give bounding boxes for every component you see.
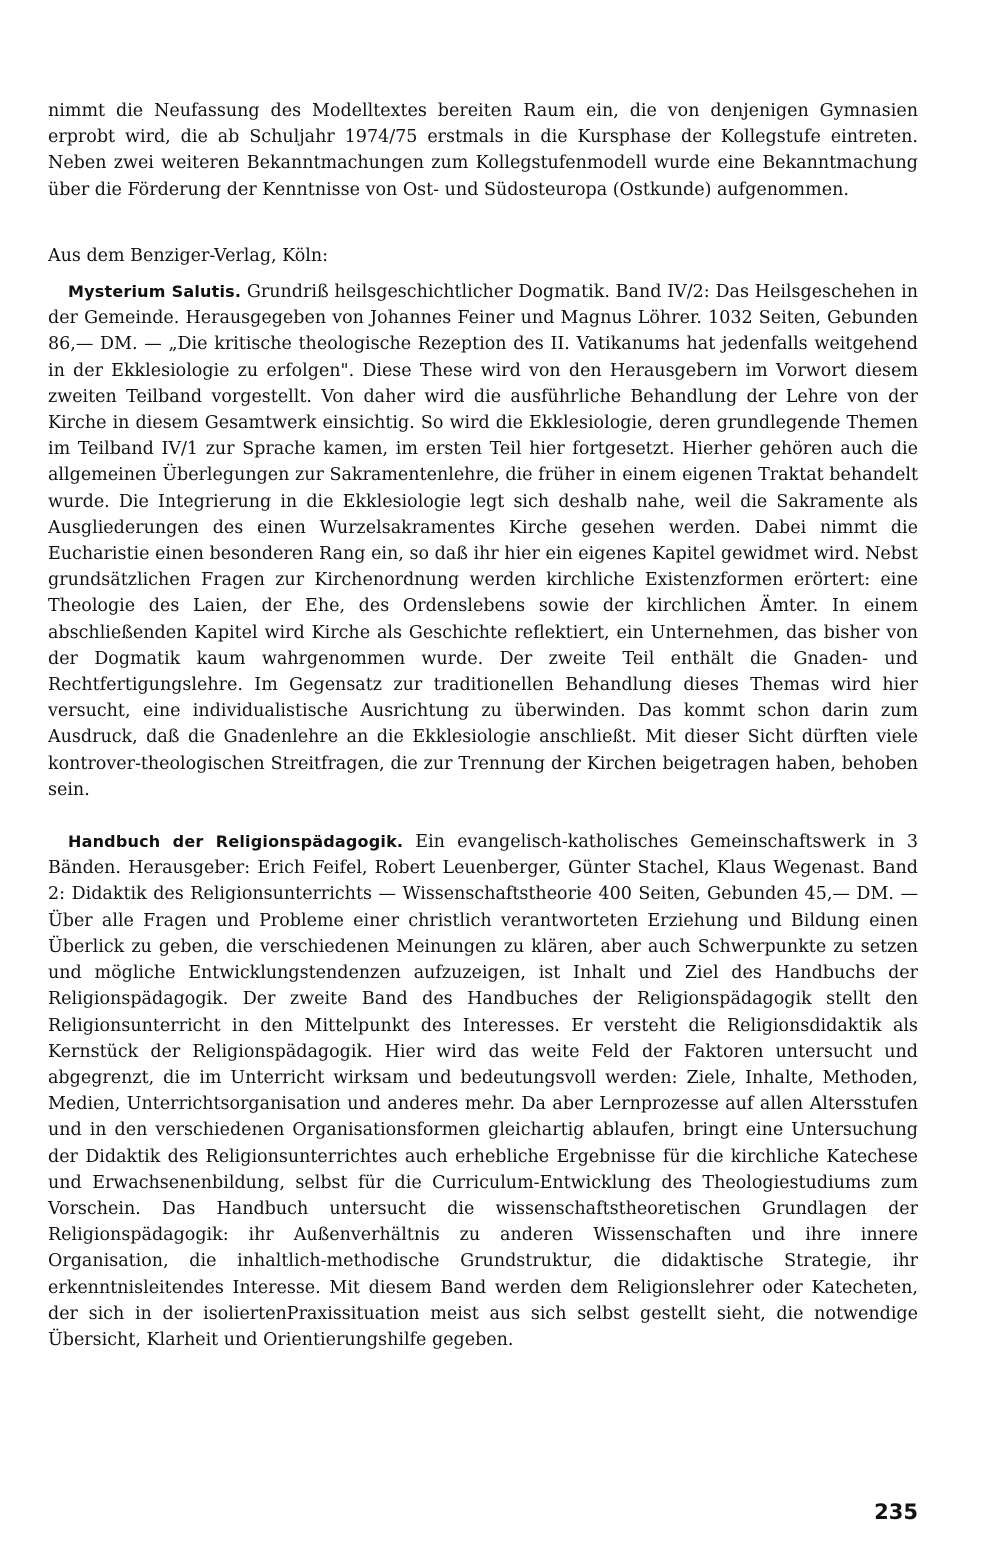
entry-handbuch-religionspaedagogik bbox=[48, 829, 918, 1353]
page-number: 235 bbox=[874, 1500, 918, 1524]
entry-title: Mysterium Salutis. bbox=[68, 282, 242, 302]
entry-body: Ein evangelisch-katholisches Gemeinschaftswerk in 3 Bänden. Herausgeber: Erich Feifel, Robert Leuenberger, Günter Stachel, Klaus Wegenast. Band 2: Didaktik des Religionsunterrichts — Wissenschaftstheorie 400 Seiten, Gebunden 45,— DM. — Über alle Fragen und Probleme einer christlich verantworteten Erziehung und Bildung einen Überlick zu geben, die verschiedenen Meinungen zu klären, aber auch Schwerpunkte zu setzen und mögliche Entwicklungstendenzen aufzuzeigen, ist Inhalt und Ziel des Handbuchs der Religionspädagogik. Der zweite Band des Handbuches der Religionspädagogik stellt den Religionsunterricht in den Mittelpunkt des Interesses. Er versteht die Religionsdidaktik als Kernstück der Religionspädagogik. Hier wird das weite Feld der Faktoren untersucht und abgegrenzt, die im Unterricht wirksam und bedeutungsvoll werden: Ziele, Inhalte, Methoden, Medien, Unterrichtsorganisation und anderes mehr. Da aber Lernprozesse auf allen Altersstufen und in den verschiedenen Organisationsformen gleichartig ablaufen, bringt eine Untersuchung der Didaktik des Religionsunterrichtes auch erhebliche Ergebnisse für die kirchliche Katechese und Erwachsenenbildung, selbst für die Curriculum-Entwicklung des Theologiestudiums zum Vorschein. Das Handbuch untersucht die wissenschaftstheoretischen Grundlagen der Religionspädagogik: ihr Außenverhältnis zu anderen Wissenschaften und ihre innere Organisation, die inhaltlich-methodische Grundstruktur, die didaktische Strategie, ihr erkenntnisleitendes Interesse. Mit diesem Band werden dem Religionslehrer oder Katecheten, der sich in der isoliertenPraxissituation meist aus sich selbst gestellt sieht, die notwendige Übersicht, Klarheit und Orientierungshilfe gegeben. bbox=[48, 832, 918, 1350]
entry-body: Grundriß heilsgeschichtlicher Dogmatik. Band IV/2: Das Heilsgeschehen in der Gemeinde. Herausgegeben von Johannes Feiner und Magnus Löhrer. 1032 Seiten, Gebunden 86,— DM. — „Die kritische theologische Rezeption des II. Vatikanums hat jedenfalls weitgehend in der Ekklesiologie zu erfolgen". Diese These wird von den Herausgebern im Vorwort diesem zweiten Teilband vorgestellt. Von daher wird die ausführliche Behandlung der Lehre von der Kirche in diesem Gesamtwerk einsichtig. So wird die Ekklesiologie, deren grundlegende Themen im Teilband IV/1 zur Sprache kamen, im ersten Teil hier fortgesetzt. Hierher gehören auch die allgemeinen Überlegungen zur Sakramentenlehre, die früher in einem eigenen Traktat behandelt wurde. Die Integrierung in die Ekklesiologie legt sich deshalb nahe, weil die Sakramente als Ausgliederungen des einen Wurzelsakramentes Kirche gesehen werden. Dabei nimmt die Eucharistie einen besonderen Rang ein, so daß ihr hier ein eigenes Kapitel gewidmet wird. Nebst grundsätzlichen Fragen zur Kirchenordnung werden kirchliche Existenzformen erörtert: eine Theologie des Laien, der Ehe, des Ordenslebens sowie der kirchlichen Ämter. In einem abschließenden Kapitel wird Kirche als Geschichte reflektiert, ein Unternehmen, das bisher von der Dogmatik kaum wahrgenommen wurde. Der zweite Teil enthält die Gnaden- und Rechtfertigungslehre. Im Gegensatz zur traditionellen Behandlung dieses Themas wird hier versucht, eine individualistische Ausrichtung zu überwinden. Das kommt schon darin zum Ausdruck, daß die Gnadenlehre an die Ekklesiologie anschließt. Mit dieser Sicht dürften viele kontrover-theologischen Streitfragen, die zur Trennung der Kirchen beigetragen haben, behoben sein. bbox=[48, 282, 919, 800]
entry-spacer bbox=[48, 803, 918, 829]
entry-title: Handbuch der Religionspädagogik. bbox=[68, 832, 404, 852]
publisher-heading: Aus dem Benziger-Verlag, Köln: bbox=[48, 245, 329, 266]
page-body bbox=[48, 98, 918, 1353]
intro-paragraph: nimmt die Neufassung des Modelltextes bereiten Raum ein, die von denjenigen Gymnasien erprobt wird, die ab Schuljahr 1974/75 erstmals in die Kursphase der Kollegstufe eintreten. Neben zwei weiteren Bekanntmachungen zum Kollegstufenmodell wurde eine Bekanntmachung über die Förderung der Kenntnisse von Ost- und Südosteuropa (Ostkunde) aufgenommen. bbox=[48, 101, 918, 200]
entry-mysterium-salutis bbox=[48, 279, 918, 803]
